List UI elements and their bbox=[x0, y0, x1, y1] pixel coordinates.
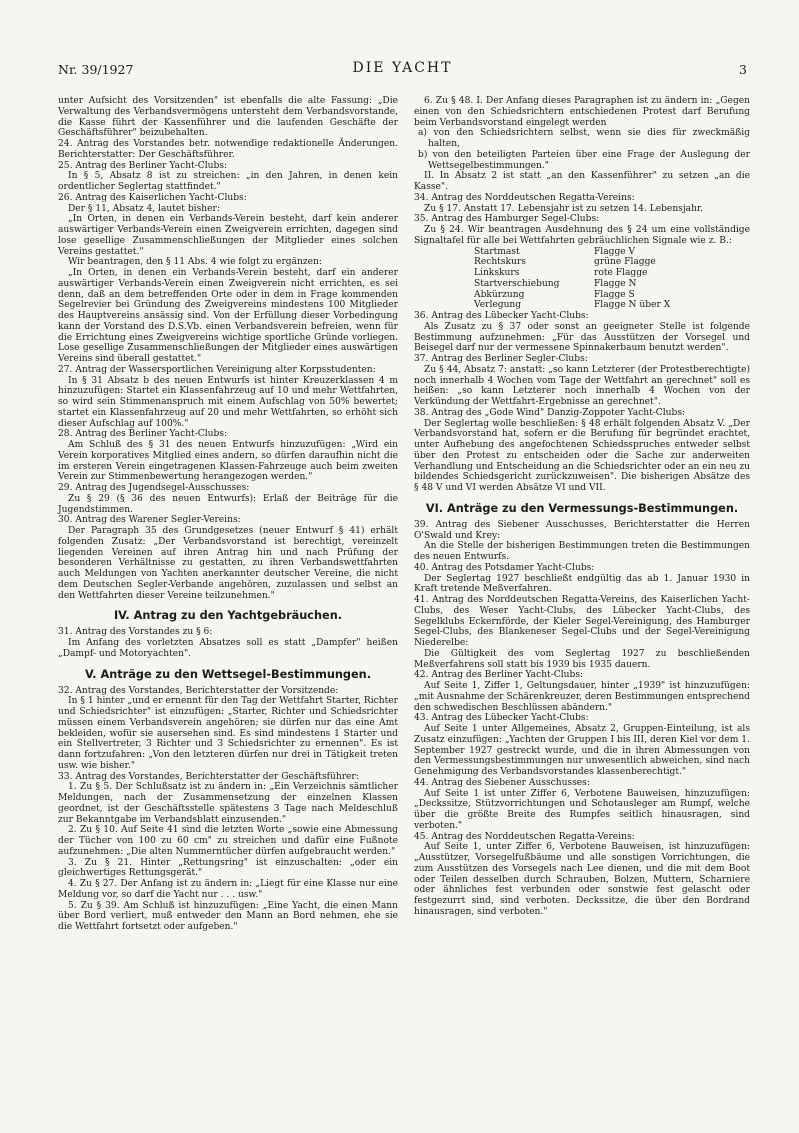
signal-flag: grüne Flagge bbox=[594, 257, 656, 268]
section-heading: V. Anträge zu den Wettsegel-Bestimmungen. bbox=[84, 667, 372, 681]
paragraph: 1. Zu § 5. Der Schlußsatz ist zu ändern in: „Ein Verzeichnis sämtlicher Meldungen, nach der Zusammensetzung der einzelnen Klassen geordnet, ist der Geschäftsstelle spätestens 3 Tage nach Meldeschluß zur Bekanntgabe im Verbandsblatt einzusenden." bbox=[58, 782, 398, 825]
paragraph: „In Orten, in denen ein Verbands-Verein besteht, darf ein anderer auswärtiger Verbands-Verein einen Zweigverein nicht errichten, es sei denn, daß an dem betreffenden Orte oder in dem in Frage kommenden Segelrevier bei Gründung des Zweigvereins mindestens 100 Mitglieder des Hauptvereins ansässig sind. Von der Erfüllung dieser Vorbedingung kann der Vorstand des D.S.Vb. einen Verbandsverein befreien, wenn für die Errichtung eines Zweigvereins wichtige sportliche Gründe vorliegen. Lose gesellige Zusammenschließungen der Mitglieder eines auswärtigen Vereins sind überall gestattet." bbox=[58, 268, 398, 364]
motion-title: 26. Antrag des Kaiserlichen Yacht-Clubs: bbox=[58, 192, 247, 203]
signal-flag: Flagge N bbox=[594, 278, 637, 289]
paragraph: Im Anfang des vorletzten Absatzes soll es statt „Dampfer" heißen „Dampf- und Motoryachten". bbox=[58, 638, 398, 659]
signal-name: Startverschiebung bbox=[474, 278, 560, 289]
motion-title: 27. Antrag der Wassersportlichen Vereinigung alter Korpsstudenten: bbox=[58, 364, 376, 375]
paragraph: Der § 11, Absatz 4, lautet bisher: bbox=[68, 203, 220, 214]
motion-title: 44. Antrag des Siebener Ausschusses: bbox=[414, 777, 590, 788]
motion-title: 43. Antrag des Lübecker Yacht-Clubs: bbox=[414, 713, 589, 724]
paragraph: Als Zusatz zu § 37 oder sonst an geeigneter Stelle ist folgende Bestimmung aufzunehmen: „Für das Ausstützen der Vorsegel und Beisegel darf nur der vermessene Spinnakerbaum benutzt werden". bbox=[414, 321, 750, 354]
paragraph: An die Stelle der bisherigen Bestimmungen treten die Bestimmungen des neuen Entwurfs. bbox=[414, 541, 750, 562]
motion-title: 28. Antrag des Berliner Yacht-Clubs: bbox=[58, 429, 228, 440]
paragraph: Zu § 17. Anstatt 17. Lebensjahr ist zu setzen 14. Lebensjahr. bbox=[424, 203, 704, 214]
motion-title: 35. Antrag des Hamburger Segel-Clubs: bbox=[414, 214, 600, 225]
paragraph: Zu § 29 (§ 36 des neuen Entwurfs): Erlaß der Beiträge für die Jugendstimmen. bbox=[58, 493, 398, 515]
paragraph: 6. Zu § 48. I. Der Anfang dieses Paragraphen ist zu ändern in: „Gegen einen von den Schiedsrichtern entschiedenen Protest darf Berufung beim Verbandsvorstand eingelegt werden bbox=[414, 96, 750, 128]
motion-title: 39. Antrag des Siebener Ausschusses, Berichterstatter die Herren O'Swald und Krey: bbox=[414, 519, 750, 541]
motion-title: 38. Antrag des „Gode Wind" Danzig-Zoppoter Yacht-Clubs: bbox=[414, 407, 686, 418]
motion-title: 24. Antrag des Vorstandes betr. notwendige redaktionelle Änderungen. Berichterstatter: Der Geschäftsführer. bbox=[58, 139, 398, 160]
paragraph: In § 31 Absatz b des neuen Entwurfs ist hinter Kreuzerklassen 4 m hinzuzufügen: Startet ein Klassenfahrzeug auf 10 und mehr Wettfahrten, so wird sein Stimmenanspruch mit einem Aufschlag von 50% bewertet; startet ein Klassenfahrzeug auf 20 und mehr Wettfahrten, so erhöht sich dieser Aufschlag auf 100%." bbox=[58, 375, 398, 429]
motion-title: 33. Antrag des Vorstandes, Berichterstatter der Geschäftsführer: bbox=[58, 771, 359, 782]
paragraph: „In Orten, in denen ein Verbands-Verein besteht, darf kein anderer auswärtiger Verbands-Verein einen Zweigverein errichten, dagegen sind lose gesellige Zusammenschließungen der Mitglieder eines solchen Vereins gestattet." bbox=[58, 214, 398, 257]
paragraph: Der Paragraph 35 des Grundgesetzes (neuer Entwurf § 41) erhält folgenden Zusatz: „Der Verbandsvorstand ist berechtigt, vereinzelt liegenden Vereinen auf ihren Antrag hin und nach Prüfung der besonderen Verhältnisse zu gestatten, zu ihren Verbandswettfahrten auch Meldungen von Yachten anerkannter deutscher Vereine, die nicht dem Deutschen Segler-Verbande angehören, zuzulassen und selbst an den Wettfahrten dieser Vereine teilzunehmen." bbox=[58, 526, 398, 601]
paragraph: Auf Seite 1 unter Allgemeines, Absatz 2, Gruppen-Einteilung, ist als Zusatz einzufügen: „Yachten der Gruppen I bis III, deren Kiel vor dem 1. September 1927 gestreckt wurde, und die in ihren Abmessungen von den Vermessungsbestimmungen nur unwesentlich abweichen, sind nach Genehmigung des Verbandsvorstandes klassenberechtigt." bbox=[414, 724, 750, 777]
paragraph: Am Schluß des § 31 des neuen Entwurfs hinzuzufügen: „Wird ein Verein korporatives Mitglied eines andern, so dürfen daraufhin nicht die im ersteren Verein eingetragenen Klassen-Fahrzeuge auch beim zweiten Verein zur Stimmenbewertung herangezogen werden." bbox=[58, 440, 398, 483]
signal-name: Startmast bbox=[474, 246, 520, 257]
motion-title: 25. Antrag des Berliner Yacht-Clubs: bbox=[58, 160, 228, 171]
signal-name: Linkskurs bbox=[474, 268, 520, 278]
paragraph: Wir beantragen, den § 11 Abs. 4 wie folgt zu ergänzen: bbox=[68, 257, 322, 268]
paragraph: 3. Zu § 21. Hinter „Rettungsring" ist einzuschalten: „oder ein gleichwertiges Rettungsgerät." bbox=[58, 857, 398, 879]
paragraph: Zu § 24. Wir beantragen Ausdehnung des § 24 um eine vollständige Signaltafel für alle bei Wettfahrten gebräuchlichen Signale wie z. B.: bbox=[414, 225, 750, 246]
motion-title: unter Aufsicht des Vorsitzenden" ist ebenfalls die alte Fassung: „Die Verwaltung des Verbandsvermögens untersteht dem Verbandsvorstande, die Kasse führt der Kassenführer und die laufenden Geschäfte der Geschäftsführer" beizubehalten. bbox=[58, 96, 398, 139]
paragraph: Auf Seite 1 ist unter Ziffer 6, Verbotene Bauweisen, hinzuzufügen: „Deckssitze, Stützvorrichtungen und Schotausleger am Rumpf, welche über die größte Breite des Rumpfes seitlich hinausragen, sind verboten." bbox=[414, 788, 750, 831]
motion-title: 30. Antrag des Warener Segler-Vereins: bbox=[58, 515, 241, 526]
motion-title: 31. Antrag des Vorstandes zu § 6: bbox=[58, 627, 213, 638]
paragraph: 2. Zu § 10. Auf Seite 41 sind die letzten Worte „sowie eine Abmessung der Tücher von 100 zu 60 cm" zu streichen und dafür eine Fußnote aufzunehmen: „Die alten Nummerntücher dürfen aufgebraucht werden." bbox=[58, 825, 398, 857]
signal-name: Abkürzung bbox=[474, 289, 525, 300]
signal-table bbox=[474, 247, 750, 312]
right-column bbox=[414, 96, 750, 918]
paragraph: a) von den Schiedsrichtern selbst, wenn sie dies für zweckmäßig halten, bbox=[418, 128, 750, 149]
motion-title: 37. Antrag des Berliner Segler-Clubs: bbox=[414, 354, 588, 364]
paragraph: Auf Seite 1, Ziffer 1, Geltungsdauer, hinter „1939" ist hinzuzufügen: „mit Ausnahme der Schärenkreuzer, deren Bestimmungen entsprechend den schwedischen Beschlüssen abändern." bbox=[414, 681, 750, 713]
section-heading: IV. Antrag zu den Yachtgebräuchen. bbox=[113, 609, 343, 623]
magazine-title: DIE YACHT bbox=[352, 60, 453, 76]
signal-flag: Flagge V bbox=[594, 246, 636, 257]
paragraph: Der Seglertag wolle beschließen: § 48 erhält folgenden Absatz V. „Der Verbandsvorstand hat, sofern er die Berufung für begründet erachtet, unter Aufhebung des angefochtenen Schiedsspruches entweder selbst über den Protest zu entscheiden oder die Sache zur anderweiten Verhandlung und Entscheidung an die Schiedsrichter oder an ein neu zu bildendes Schiedsgericht zurückzuweisen". Die bisherigen Absätze des § 48 V und VI werden Absätze VI und VII. bbox=[414, 418, 750, 493]
paragraph: Die Gültigkeit des vom Seglertag 1927 zu beschließenden Meßverfahrens soll statt bis 1939 bis 1935 dauern. bbox=[414, 648, 750, 670]
signal-flag: rote Flagge bbox=[594, 268, 648, 278]
paragraph: In § 1 hinter „und er ernennt für den Tag der Wettfahrt Starter, Richter und Schiedsrichter" ist einzufügen: „Starter, Richter und Schiedsrichter müssen einem Verbandsverein angehören; sie dürfen nur das eine Amt bekleiden, wofür sie ausersehen sind. Es sind mindestens 1 Starter und ein Stellvertreter, 3 Richter und 3 Schiedsrichter zu ernennen". Es ist dann fortzufahren: „Von den letzteren dürfen nur drei in Tätigkeit treten usw. wie bisher." bbox=[58, 696, 398, 771]
signal-name: Verlegung bbox=[474, 300, 522, 311]
left-column bbox=[58, 96, 398, 933]
paragraph: II. In Absatz 2 ist statt „an den Kassenführer" zu setzen „an die Kasse". bbox=[414, 171, 750, 192]
motion-title: 29. Antrag des Jugendsegel-Ausschusses: bbox=[58, 483, 250, 493]
motion-title: 34. Antrag des Norddeutschen Regatta-Vereins: bbox=[414, 192, 635, 203]
motion-title: 36. Antrag des Lübecker Yacht-Clubs: bbox=[414, 311, 589, 321]
motion-title: 40. Antrag des Potsdamer Yacht-Clubs: bbox=[414, 562, 595, 573]
motion-title: 32. Antrag des Vorstandes, Berichterstatter der Vorsitzende: bbox=[58, 685, 339, 696]
paragraph: Zu § 44, Absatz 7: anstatt: „so kann Letzterer (der Protestberechtigte) noch innerhalb 4 Wochen vom Tage der Wettfahrt an gerechnet" soll es heißen: „so kann Letzterer noch innerhalb 4 Wochen von der Verkündung der Wettfahrt-Ergebnisse an gerechnet". bbox=[414, 364, 750, 407]
motion-title: 42. Antrag des Berliner Yacht-Clubs: bbox=[414, 670, 584, 681]
issue-number: Nr. 39/1927 bbox=[58, 62, 134, 77]
motion-title: 41. Antrag des Norddeutschen Regatta-Vereins, des Kaiserlichen Yacht-Clubs, des Weser Yacht-Clubs, des Lübecker Yacht-Clubs, des Segelklubs Eckernförde, der Kieler Segel-Vereinigung, des Hamburger Segel-Clubs, des Blankeneser Segel-Clubs und der Segel-Vereinigung Niederelbe: bbox=[414, 595, 750, 648]
page-header bbox=[58, 60, 747, 80]
signal-flag: Flagge S bbox=[594, 289, 635, 300]
signal-name: Rechtskurs bbox=[474, 257, 526, 268]
paragraph: b) von den beteiligten Parteien über eine Frage der Auslegung der Wettsegelbestimmungen." bbox=[418, 149, 750, 171]
paragraph: In § 5, Absatz 8 ist zu streichen: „in den Jahren, in denen kein ordentlicher Seglertag stattfindet." bbox=[58, 171, 398, 192]
paragraph: Der Seglertag 1927 beschließt endgültig das ab 1. Januar 1930 in Kraft tretende Meßverfahren. bbox=[414, 573, 750, 595]
page-number: 3 bbox=[739, 62, 747, 77]
section-heading: VI. Anträge zu den Vermessungs-Bestimmungen. bbox=[425, 501, 739, 515]
paragraph: 5. Zu § 39. Am Schluß ist hinzuzufügen: „Eine Yacht, die einen Mann über Bord verliert, muß entweder den Mann an Bord nehmen, ehe sie die Wettfahrt fortsetzt oder aufgeben." bbox=[58, 900, 398, 932]
motion-title: 45. Antrag des Norddeutschen Regatta-Vereins: bbox=[414, 831, 635, 842]
paragraph: Auf Seite 1, unter Ziffer 6, Verbotene Bauweisen, ist hinzuzufügen: „Ausstützer, Vorsegelfußbäume und alle sonstigen Vorrichtungen, die zum Ausstützen des Vorsegels nach Lee dienen, und die mit dem Boot oder Teilen desselben durch Schrauben, Bolzen, Muttern, Scharniere oder ähnliches fest verbunden oder sonstwie fest gelascht oder festgezurrt sind, sind verboten. Deckssitze, die über den Bordrand hinausragen, sind verboten." bbox=[414, 842, 750, 917]
paragraph: 4. Zu § 27. Der Anfang ist zu ändern in: „Liegt für eine Klasse nur eine Meldung vor, so darf die Yacht nur . . . usw." bbox=[58, 879, 398, 900]
signal-flag: Flagge N über X bbox=[594, 300, 671, 311]
